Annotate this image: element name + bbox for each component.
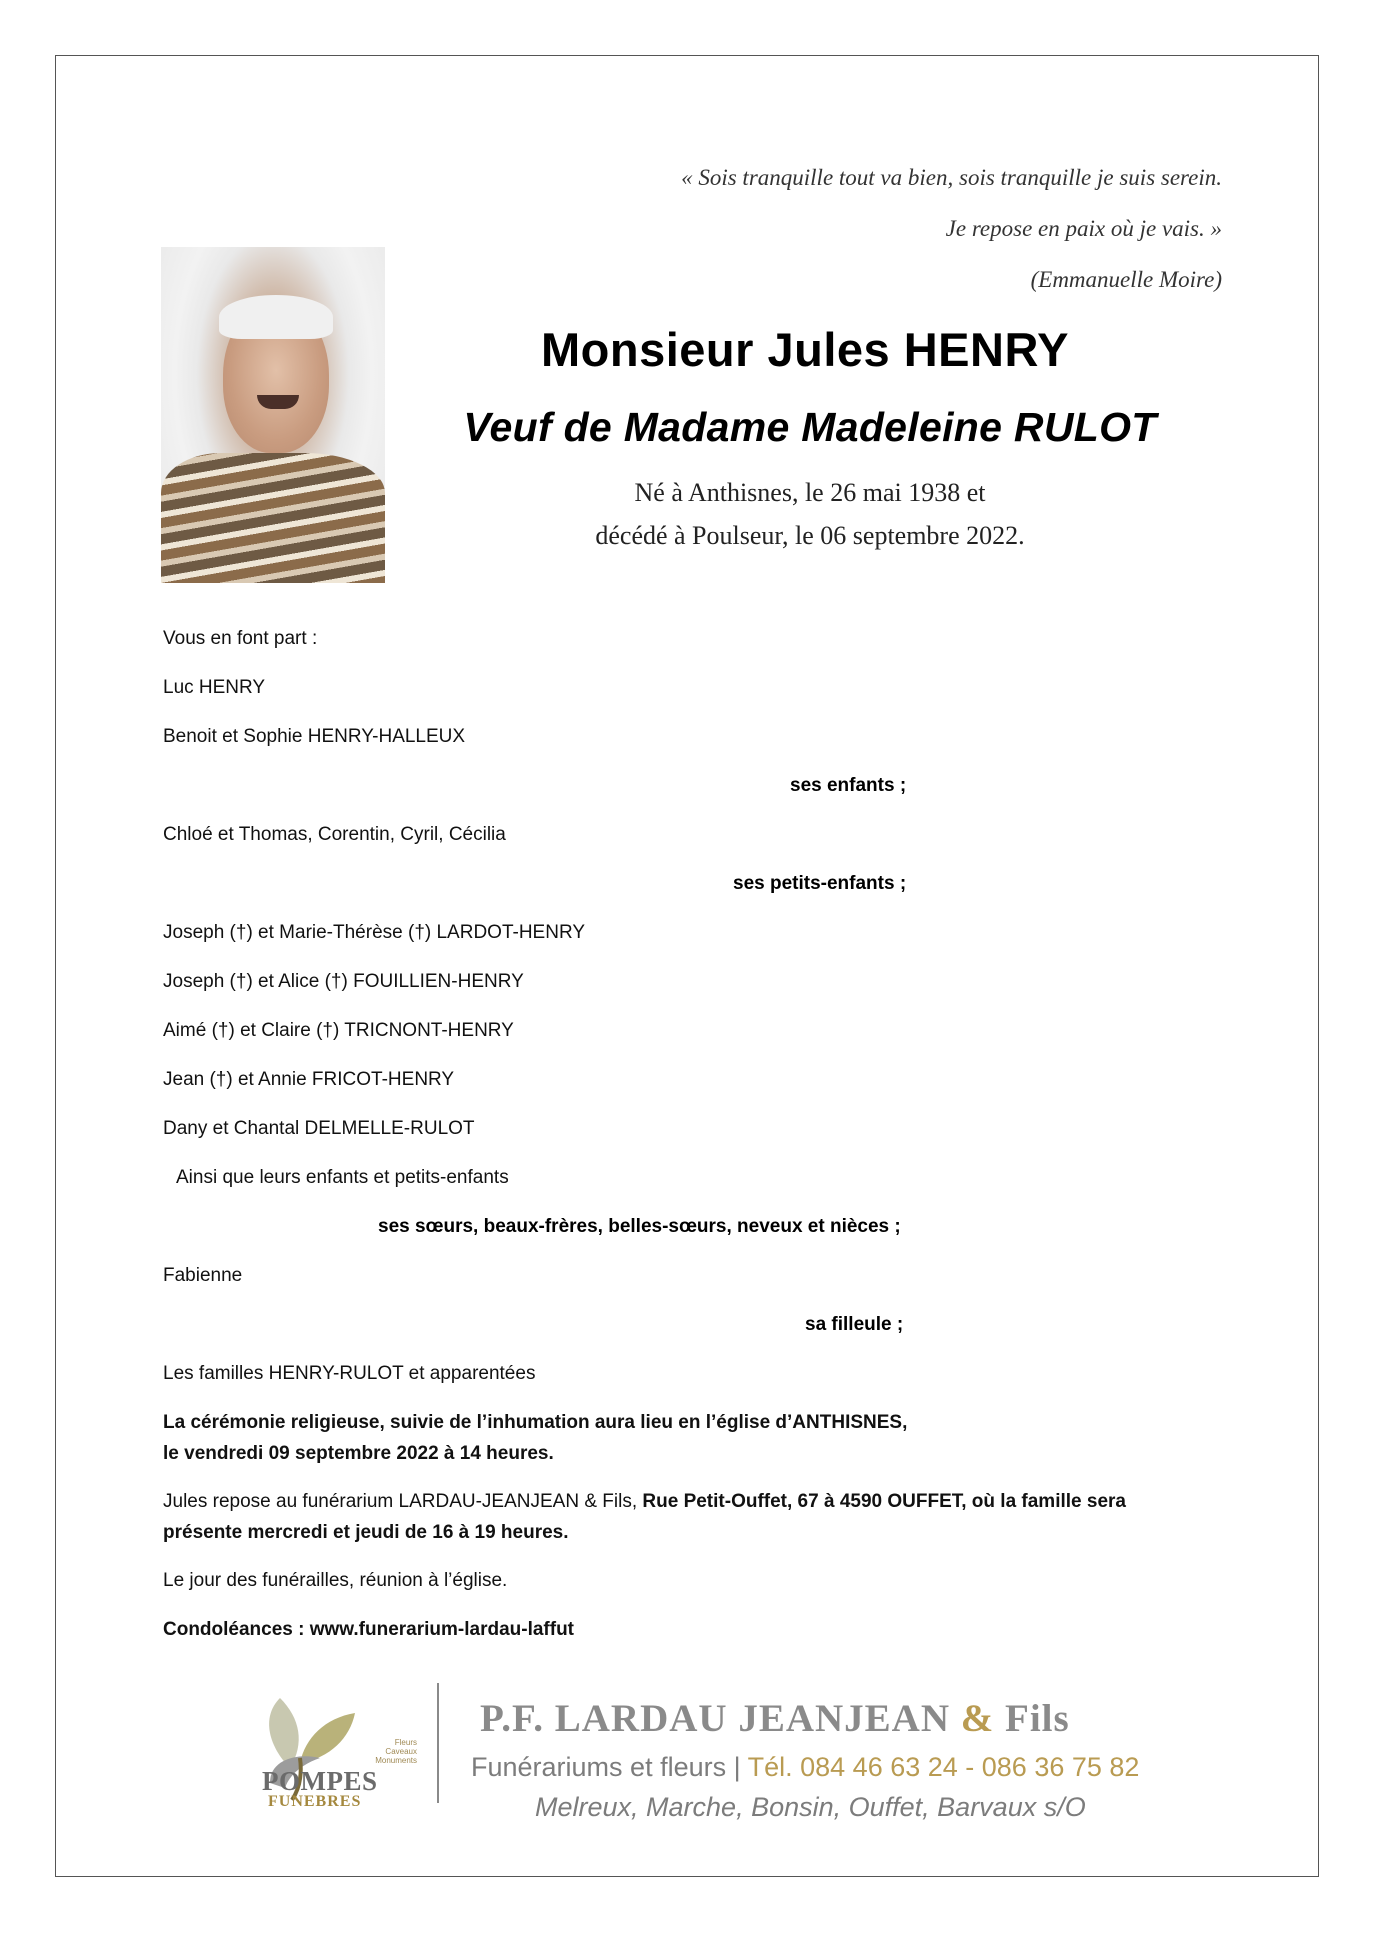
logo-tagline: Fleurs Caveaux Monuments (375, 1738, 417, 1765)
company-phones: Tél. 084 46 63 24 - 086 36 75 82 (747, 1752, 1140, 1782)
goddaughter-label: sa filleule ; (805, 1314, 904, 1335)
viewing-prefix: Jules repose au funérarium LARDAU-JEANJEAN & Fils, (163, 1491, 643, 1512)
condolences: Condoléances : www.funerarium-lardau-laffut (163, 1619, 575, 1640)
grandchildren-label: ses petits-enfants ; (733, 873, 907, 894)
sibling-2: Joseph (†) et Alice (†) FOUILLIEN-HENRY (163, 971, 524, 992)
viewing-line-1 (163, 1491, 1126, 1513)
families: Les familles HENRY-RULOT et apparentées (163, 1363, 536, 1384)
logo-word-funebres: FUNEBRES (268, 1793, 362, 1810)
quote-author: (Emmanuelle Moire) (1030, 267, 1222, 292)
quote-line-2: Je repose en paix où je vais. » (945, 216, 1222, 241)
viewing-address: Rue Petit-Ouffet, 67 à 4590 OUFFET, où la famille sera (642, 1491, 1126, 1512)
death-line: décédé à Poulseur, le 06 septembre 2022. (595, 521, 1025, 550)
goddaughter: Fabienne (163, 1265, 243, 1286)
siblings-label: ses sœurs, beaux-frères, belles-sœurs, neveux et nièces ; (378, 1216, 901, 1237)
child-1: Luc HENRY (163, 677, 266, 698)
siblings-extra: Ainsi que leurs enfants et petits-enfants (176, 1167, 509, 1188)
portrait-photo (161, 247, 385, 583)
quote-line-1: « Sois tranquille tout va bien, sois tranquille je suis serein. (681, 165, 1222, 190)
widow-of: Veuf de Madame Madeleine RULOT (463, 404, 1157, 450)
ceremony-line-2: le vendredi 09 septembre 2022 à 14 heures. (163, 1443, 554, 1464)
footer-divider (437, 1683, 439, 1803)
viewing-line-2: présente mercredi et jeudi de 16 à 19 heures. (163, 1522, 569, 1543)
logo-word-pompes: POMPES (262, 1766, 378, 1796)
ceremony-line-1: La cérémonie religieuse, suivie de l’inhumation aura lieu en l’église d’ANTHISNES, (163, 1412, 908, 1433)
company-name: P.F. LARDAU JEANJEAN & Fils (480, 1697, 1070, 1740)
sibling-5: Dany et Chantal DELMELLE-RULOT (163, 1118, 475, 1139)
sibling-3: Aimé (†) et Claire (†) TRICNONT-HENRY (163, 1020, 514, 1041)
company-locations: Melreux, Marche, Bonsin, Ouffet, Barvaux s/O (535, 1792, 1086, 1822)
grandchildren: Chloé et Thomas, Corentin, Cyril, Cécilia (163, 824, 506, 845)
company-tagline: Funérariums et fleurs | Tél. 084 46 63 24 - 086 36 75 82 (471, 1752, 1140, 1782)
deceased-name: Monsieur Jules HENRY (541, 323, 1069, 376)
children-label: ses enfants ; (790, 775, 907, 796)
birth-line: Né à Anthisnes, le 26 mai 1938 et (634, 478, 986, 507)
sibling-1: Joseph (†) et Marie-Thérèse (†) LARDOT-HENRY (163, 922, 585, 943)
family-intro: Vous en font part : (163, 628, 318, 649)
child-2: Benoit et Sophie HENRY-HALLEUX (163, 726, 466, 747)
meeting-note: Le jour des funérailles, réunion à l’église. (163, 1570, 508, 1591)
sibling-4: Jean (†) et Annie FRICOT-HENRY (163, 1069, 455, 1090)
